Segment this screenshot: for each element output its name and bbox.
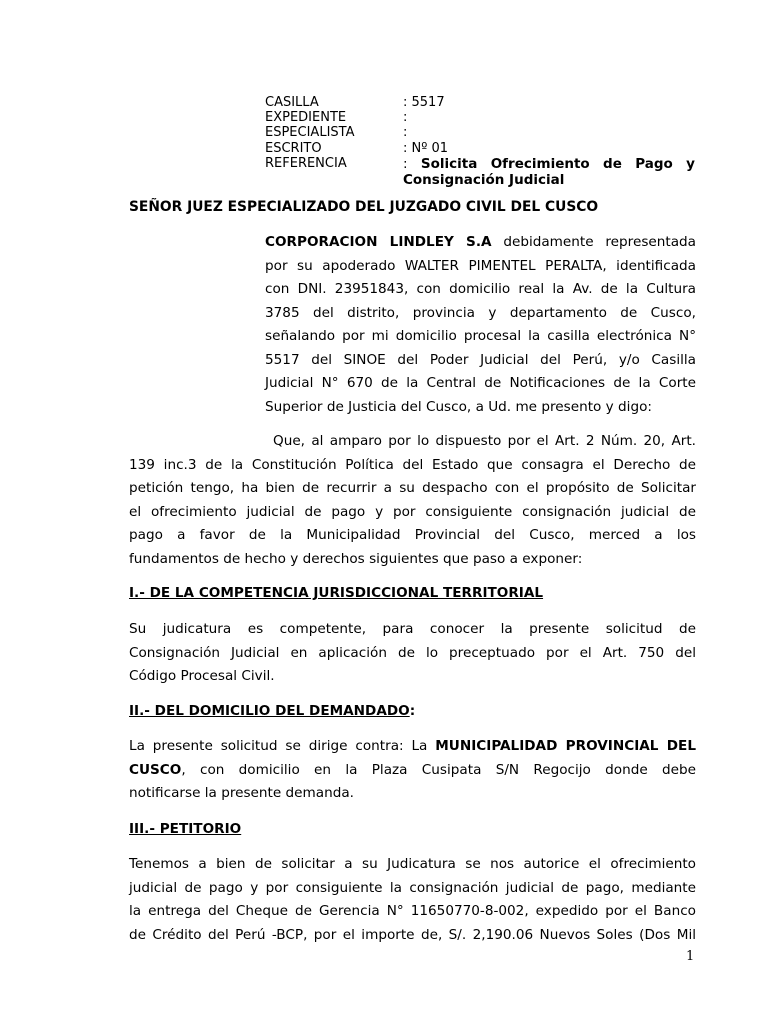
referencia-value	[403, 156, 695, 188]
addressee-heading: SEÑOR JUEZ ESPECIALIZADO DEL JUZGADO CIVIL DEL CUSCO	[129, 199, 599, 215]
intro-line: Judicial N° 670 de la Central de Notificaciones de la Corte	[265, 375, 696, 391]
intro-line: 5517 del SINOE del Poder Judicial del Perú, y/o Casilla	[265, 351, 696, 368]
referencia-line-1	[403, 156, 695, 172]
petition-intro-line: pago a favor de la Municipalidad Provincial del Cusco, merced a los	[129, 527, 696, 543]
section-3-paragraph	[129, 853, 696, 947]
section-2-paragraph	[129, 735, 696, 806]
escrito-label: ESCRITO	[265, 141, 322, 156]
section-1-line: Consignación Judicial en aplicación de lo preceptuado por el Art. 750 del	[129, 644, 696, 661]
casilla-label: CASILLA	[265, 95, 319, 110]
intro-paragraph	[265, 231, 696, 419]
petition-intro-paragraph	[129, 430, 696, 571]
section-3-line: de Crédito del Perú -BCP, por el importe de, S/. 2,190.06 Nuevos Soles (Dos Mil	[129, 926, 696, 943]
referencia-word: Pago	[635, 156, 673, 172]
petition-intro-line: petición tengo, ha bien de recurrir a su despacho con el propósito de Solicitar	[129, 480, 696, 496]
section-3-line: Tenemos a bien de solicitar a su Judicatura se nos autorice el ofrecimiento	[129, 856, 696, 872]
section-3-line: judicial de pago y por consiguiente la consignación judicial de pago, mediante	[129, 879, 696, 896]
section-3-heading: III.- PETITORIO	[129, 821, 242, 837]
intro-line: con DNI. 23951843, con domicilio real la Av. de la Cultura	[265, 281, 696, 297]
referencia-label: REFERENCIA	[265, 156, 347, 171]
referencia-word: de	[603, 156, 622, 172]
intro-line: 3785 del distrito, provincia y departamento de Cusco,	[265, 304, 696, 321]
page-number: 1	[686, 949, 695, 964]
petition-intro-line: 139 inc.3 de la Constitución Política del Estado que consagra el Derecho de	[129, 456, 696, 473]
referencia-word: Solicita	[420, 156, 478, 172]
referencia-word: Ofrecimiento	[490, 156, 590, 172]
company-name: CORPORACION LINDLEY S.A	[265, 234, 492, 250]
expediente-value: :	[403, 110, 408, 125]
defendant-name: MUNICIPALIDAD PROVINCIAL DEL	[435, 738, 696, 754]
referencia-line-2: Consignación Judicial	[403, 172, 565, 188]
intro-line: Superior de Justicia del Cusco, a Ud. me presento y digo:	[265, 398, 652, 415]
petition-intro-line: fundamentos de hecho y derechos siguientes que paso a exponer:	[129, 550, 583, 567]
petition-intro-line: Que, al amparo por lo dispuesto por el Art. 2 Núm. 20, Art.	[273, 433, 696, 449]
petition-intro-line: el ofrecimiento judicial de pago y por consiguiente consignación judicial de	[129, 503, 696, 520]
section-2-line: La presente solicitud se dirige contra: La MUNICIPALIDAD PROVINCIAL DEL	[129, 738, 696, 754]
section-3-line: la entrega del Cheque de Gerencia N° 11650770-8-002, expedido por el Banco	[129, 903, 696, 919]
escrito-value: : Nº 01	[403, 141, 449, 156]
especialista-value: :	[403, 125, 408, 140]
section-1-paragraph	[129, 618, 696, 689]
section-1-line: Código Procesal Civil.	[129, 668, 275, 684]
referencia-colon: :	[403, 156, 408, 172]
especialista-label: ESPECIALISTA	[265, 125, 355, 140]
expediente-label: EXPEDIENTE	[265, 110, 347, 125]
section-2-line: CUSCO, con domicilio en la Plaza Cusipata S/N Regocijo donde debe	[129, 761, 696, 778]
section-1-line: Su judicatura es competente, para conocer la presente solicitud de	[129, 621, 696, 637]
referencia-word: y	[686, 156, 695, 172]
intro-line: por su apoderado WALTER PIMENTEL PERALTA, identificada	[265, 257, 696, 274]
section-1-heading: I.- DE LA COMPETENCIA JURISDICCIONAL TERRITORIAL	[129, 585, 544, 601]
section-2-heading: II.- DEL DOMICILIO DEL DEMANDADO:	[129, 703, 416, 719]
casilla-value: : 5517	[403, 95, 445, 110]
intro-line: señalando por mi domicilio procesal la casilla electrónica N°	[265, 328, 696, 344]
section-2-line: notificarse la presente demanda.	[129, 785, 355, 801]
intro-line: CORPORACION LINDLEY S.A debidamente representada	[265, 234, 696, 250]
